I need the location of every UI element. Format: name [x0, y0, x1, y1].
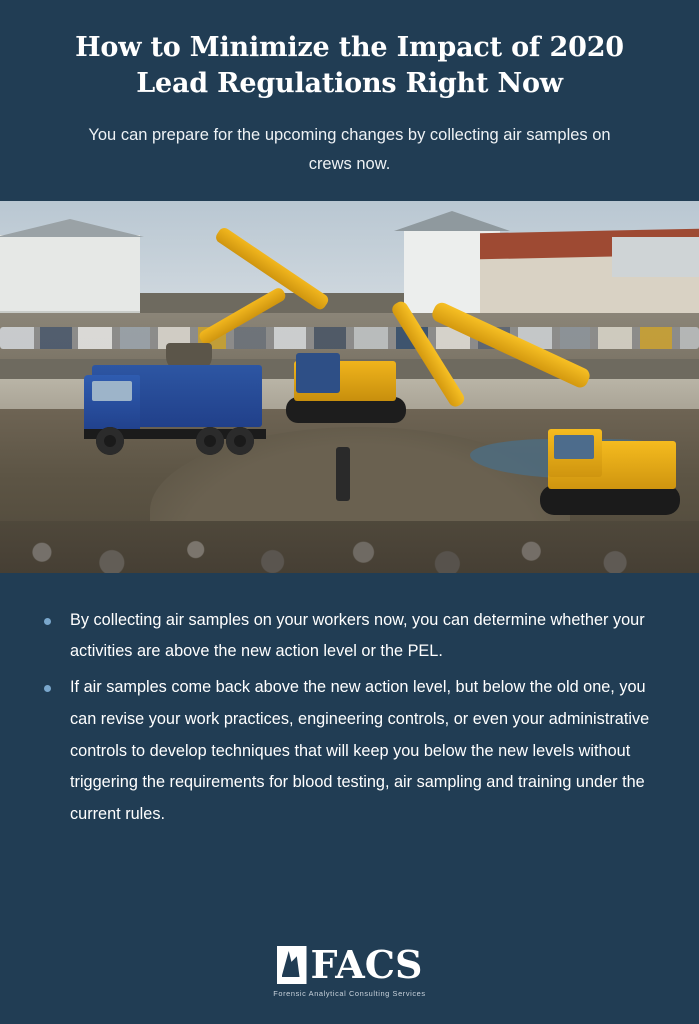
page-title: How to Minimize the Impact of 2020 Lead Regulations Right Now	[75, 32, 624, 100]
facs-eagle-icon	[277, 946, 307, 984]
logo-row	[277, 942, 423, 987]
parked-cars	[0, 327, 699, 349]
excavator-right-track	[540, 485, 680, 515]
dump-truck-wheel	[196, 427, 224, 455]
bullet-list	[36, 605, 669, 831]
dump-truck-wheel	[96, 427, 124, 455]
poster-header	[0, 0, 699, 201]
construction-site-photo	[0, 201, 699, 573]
excavator-right-cab-glass	[554, 435, 594, 459]
list-item: By collecting air samples on your workers now, you can determine whether your activities are above the new action level or the PEL.	[36, 605, 669, 669]
dump-truck-wheel	[226, 427, 254, 455]
building-far-right	[612, 237, 699, 277]
facs-logo	[273, 942, 426, 998]
logo-tagline: Forensic Analytical Consulting Services	[273, 989, 426, 998]
excavator-right-hammer	[336, 447, 350, 501]
building-white-left	[0, 235, 140, 319]
logo-wordmark: FACS	[310, 942, 423, 987]
logo-area	[0, 934, 699, 1024]
rubble-foreground	[0, 521, 699, 573]
page-subtitle: You can prepare for the upcoming changes by collecting air samples on crews now.	[88, 125, 611, 173]
bullet-content	[0, 573, 699, 934]
excavator-middle-cab	[296, 353, 340, 393]
dump-truck-window	[92, 381, 132, 401]
list-item: If air samples come back above the new action level, but below the old one, you can revise your work practices, engineering controls, or even your administrative controls to develop techniques that will keep you below the new levels without triggering the requirements for blood testing, air sampling and training under the current rules.	[36, 672, 669, 831]
